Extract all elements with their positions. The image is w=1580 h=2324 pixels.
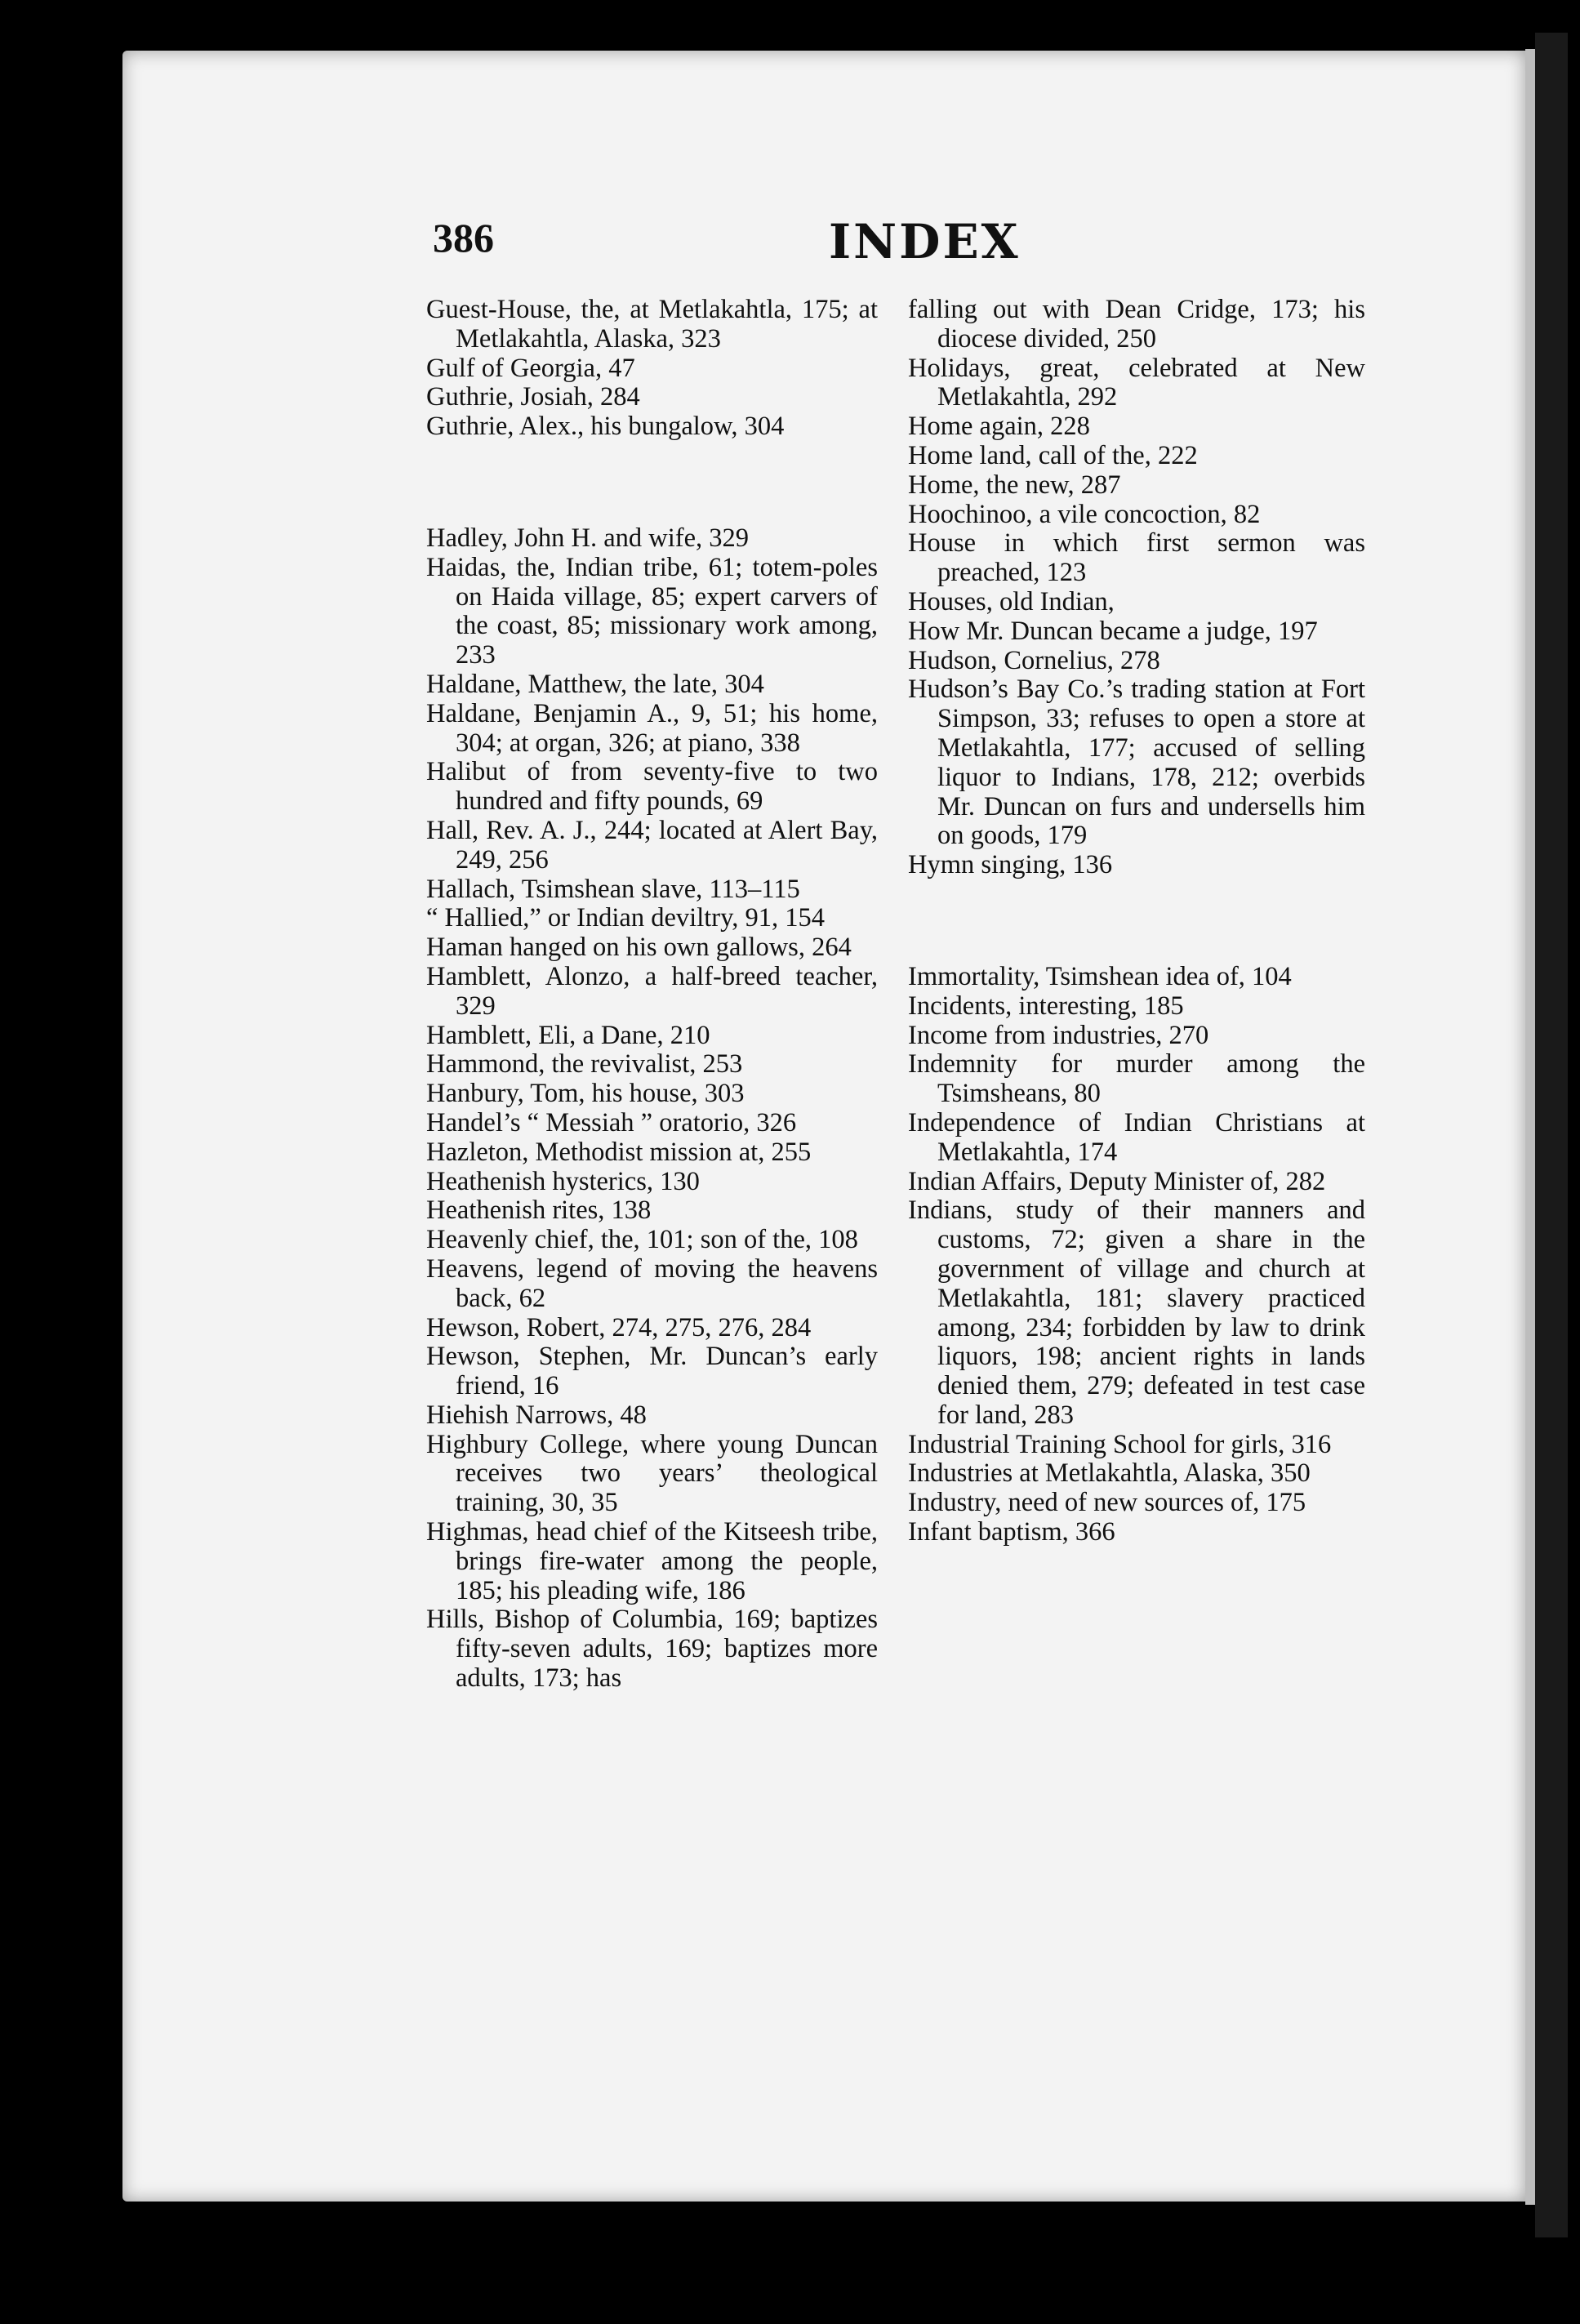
index-entry: Indemnity for murder among the Tsimsheans, 80 bbox=[908, 1049, 1365, 1109]
index-entry: falling out with Dean Cridge, 173; his diocese divided, 250 bbox=[908, 295, 1365, 354]
index-entry: Hoochinoo, a vile concoction, 82 bbox=[908, 499, 1261, 529]
index-entry: Hallach, Tsimshean slave, 113–115 bbox=[426, 874, 800, 904]
page-number: 386 bbox=[433, 215, 494, 260]
index-entry: Handel’s “ Messiah ” oratorio, 326 bbox=[426, 1107, 797, 1138]
index-entry: Income from industries, 270 bbox=[908, 1020, 1209, 1050]
index-entry: Hadley, John H. and wife, 329 bbox=[426, 523, 750, 553]
index-entry: Hewson, Stephen, Mr. Duncan’s early friend, 16 bbox=[426, 1342, 878, 1401]
index-entry: Industrial Training School for girls, 316 bbox=[908, 1429, 1332, 1459]
index-entry: Hamblett, Alonzo, a half-breed teacher, 329 bbox=[426, 961, 878, 1021]
index-entry: Hamblett, Eli, a Dane, 210 bbox=[426, 1020, 710, 1050]
index-entry: Hanbury, Tom, his house, 303 bbox=[426, 1079, 745, 1109]
index-entry: Gulf of Georgia, 47 bbox=[426, 353, 635, 383]
index-entry: Hall, Rev. A. J., 244; located at Alert Bay, 249, 256 bbox=[426, 815, 878, 875]
index-entry: Home again, 228 bbox=[908, 412, 1090, 442]
index-entry: Indian Affairs, Deputy Minister of, 282 bbox=[908, 1166, 1326, 1196]
index-entry: Hammond, the revivalist, 253 bbox=[426, 1049, 743, 1080]
index-entry: How Mr. Duncan became a judge, 197 bbox=[908, 616, 1318, 646]
page-title: INDEX bbox=[829, 214, 1021, 269]
index-entry: House in which first sermon was preached, 123 bbox=[908, 528, 1365, 588]
index-entry: Guest-House, the, at Metlakahtla, 175; at Metlakahtla, Alaska, 323 bbox=[426, 295, 878, 354]
index-entry: Haldane, Matthew, the late, 304 bbox=[426, 669, 764, 699]
section-gap bbox=[908, 906, 1365, 936]
index-entry: Infant baptism, 366 bbox=[908, 1517, 1115, 1547]
index-entry: Hudson, Cornelius, 278 bbox=[908, 645, 1160, 675]
index-entry: “ Hallied,” or Indian deviltry, 91, 154 bbox=[426, 903, 825, 933]
index-entry: Hudson’s Bay Co.’s trading station at Fort Simpson, 33; refuses to open a store at Metlakahtla, 177; accused of selling liquor to Indians, 178, 212; overbids Mr. Duncan on furs and undersells him on goods, 179 bbox=[908, 674, 1365, 851]
index-entry: Haidas, the, Indian tribe, 61; totem-poles on Haida village, 85; expert carvers of the coast, 85; missionary work among, 233 bbox=[426, 552, 878, 670]
adjacent-page-edge bbox=[1535, 33, 1568, 2237]
index-column-left bbox=[426, 296, 878, 1694]
index-entry: Halibut of from seventy-five to two hundred and fifty pounds, 69 bbox=[426, 757, 878, 817]
index-entry: Home land, call of the, 222 bbox=[908, 440, 1198, 470]
index-entry: Holidays, great, celebrated at New Metlakahtla, 292 bbox=[908, 353, 1365, 412]
index-entry: Houses, old Indian, bbox=[908, 586, 1115, 617]
index-entry: Heavenly chief, the, 101; son of the, 108 bbox=[426, 1225, 858, 1255]
index-entry: Hiehish Narrows, 48 bbox=[426, 1400, 647, 1430]
index-entry: Immortality, Tsimshean idea of, 104 bbox=[908, 961, 1292, 991]
section-gap bbox=[426, 468, 878, 497]
index-entry: Home, the new, 287 bbox=[908, 470, 1121, 500]
index-entry: Independence of Indian Christians at Metlakahtla, 174 bbox=[908, 1107, 1365, 1167]
index-entry: Guthrie, Alex., his bungalow, 304 bbox=[426, 412, 785, 442]
index-entry: Guthrie, Josiah, 284 bbox=[426, 382, 640, 412]
index-entry: Highmas, head chief of the Kitseesh tribe, brings fire-water among the people, 185; his pleading wife, 186 bbox=[426, 1517, 878, 1605]
page-gutter-band bbox=[1525, 49, 1535, 2205]
index-entry: Hills, Bishop of Columbia, 169; baptizes fifty-seven adults, 169; baptizes more adults, 173; has bbox=[426, 1605, 878, 1694]
index-entry: Haldane, Benjamin A., 9, 51; his home, 304; at organ, 326; at piano, 338 bbox=[426, 698, 878, 758]
index-entry: Incidents, interesting, 185 bbox=[908, 991, 1184, 1021]
index-entry: Heathenish rites, 138 bbox=[426, 1195, 652, 1226]
index-entry: Highbury College, where young Duncan receives two years’ theological training, 30, 35 bbox=[426, 1429, 878, 1518]
index-entry: Industries at Metlakahtla, Alaska, 350 bbox=[908, 1458, 1311, 1489]
index-entry: Hazleton, Methodist mission at, 255 bbox=[426, 1137, 812, 1167]
index-entry: Industry, need of new sources of, 175 bbox=[908, 1488, 1306, 1518]
index-entry: Hymn singing, 136 bbox=[908, 850, 1113, 880]
index-entry: Hewson, Robert, 274, 275, 276, 284 bbox=[426, 1312, 812, 1342]
index-entry: Heavens, legend of moving the heavens back, 62 bbox=[426, 1253, 878, 1313]
index-entry: Indians, study of their manners and customs, 72; given a share in the government of village and church at Metlakahtla, 181; slavery practiced among, 234; forbidden by law to drink liquors, 198; ancient rights in lands denied them, 279; defeated in test case for land, 283 bbox=[908, 1195, 1365, 1430]
index-entry: Haman hanged on his own gallows, 264 bbox=[426, 933, 852, 963]
index-entry: Heathenish hysterics, 130 bbox=[426, 1166, 700, 1196]
index-column-right bbox=[908, 296, 1365, 1547]
